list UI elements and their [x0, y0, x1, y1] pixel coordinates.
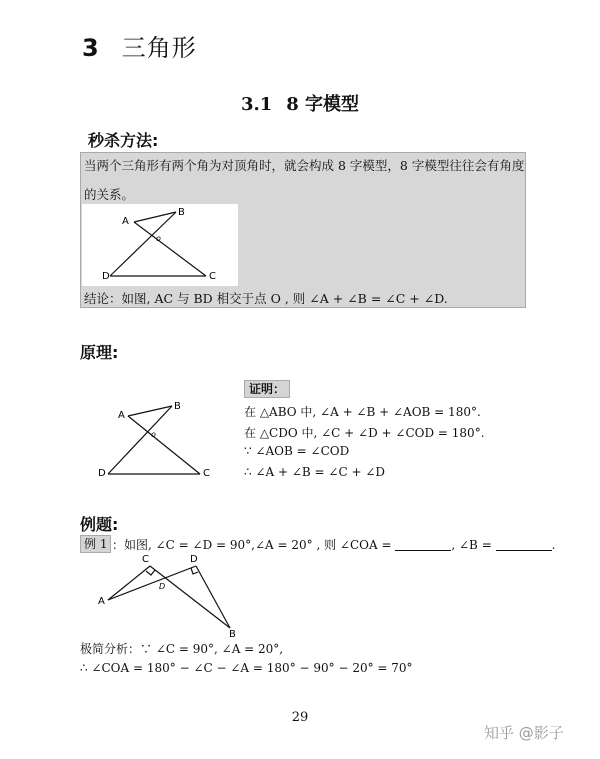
segment-bd [110, 212, 176, 276]
example1-diagram [96, 552, 246, 638]
quick-method-text-line2: 的关系。 [84, 187, 135, 202]
example1-label: 例 1 [80, 535, 111, 553]
example1-text-b: , ∠B = [451, 538, 492, 552]
quick-method-heading: 秒杀方法: [88, 131, 159, 150]
label-d: D [190, 554, 198, 565]
example1-text-c: . [551, 538, 556, 552]
segment-ac [108, 566, 150, 600]
example1-question [112, 536, 555, 553]
segment-ac [134, 222, 206, 276]
section-number: 3.1 [240, 94, 273, 115]
watermark: 知乎 @影子 [484, 724, 564, 742]
proof-line-4: ∴ ∠A + ∠B = ∠C + ∠D [244, 465, 386, 479]
label-d: D [102, 271, 110, 282]
label-o: D [159, 582, 166, 591]
chapter-number: 3 [82, 34, 100, 62]
label-c: C [142, 554, 149, 565]
segment-ad [108, 566, 196, 600]
principle-heading: 原理: [80, 343, 119, 362]
right-angle-c [146, 570, 155, 575]
principle-diagram [94, 396, 224, 482]
analysis-line-2: ∴ ∠COA = 180° − ∠C − ∠A = 180° − 90° − 20° = 70° [80, 661, 413, 675]
proof-line-1: 在 △ABO 中, ∠A + ∠B + ∠AOB = 180°. [244, 405, 481, 419]
principle-figure [94, 396, 224, 486]
segment-ab [128, 406, 172, 416]
label-a: A [98, 596, 105, 607]
label-b: B [229, 629, 236, 638]
label-c: C [209, 271, 216, 282]
label-o: o [151, 430, 156, 439]
segment-ac [128, 416, 200, 474]
quick-method-figure [82, 204, 238, 286]
quick-method-text-line1: 当两个三角形有两个角为对顶角时，就会构成 8 字模型，8 字模型往往会有角度 [84, 158, 525, 173]
page-number: 29 [291, 710, 309, 725]
quick-method-conclusion: 结论：如图, AC 与 BD 相交于点 O , 则 ∠A + ∠B = ∠C + ∠D. [84, 291, 448, 306]
label-a: A [122, 216, 129, 227]
examples-heading: 例题: [80, 515, 119, 534]
segment-db [196, 566, 230, 628]
label-b: B [174, 401, 181, 412]
analysis-line-1: 极简分析：∵ ∠C = 90°, ∠A = 20°, [80, 642, 284, 656]
answer-blank-b[interactable] [496, 538, 552, 551]
section-title [0, 90, 600, 116]
answer-blank-coa[interactable] [395, 538, 451, 551]
example1-text-a: ：如图, ∠C = ∠D = 90°,∠A = 20° , 则 ∠COA = [112, 538, 392, 552]
label-b: B [178, 207, 185, 218]
chapter-title [82, 28, 197, 63]
proof-label: 证明： [244, 380, 290, 398]
label-d: D [98, 468, 106, 479]
chapter-title-text: 三角形 [121, 34, 197, 62]
proof-line-3: ∵ ∠AOB = ∠COD [244, 444, 350, 458]
section-title-text: 8 字模型 [286, 94, 360, 115]
label-o: o [156, 234, 161, 243]
segment-ab [134, 212, 176, 222]
label-a: A [118, 410, 125, 421]
figure-eight-diagram [82, 204, 238, 286]
segment-cb [150, 566, 230, 628]
example1-figure [96, 552, 246, 642]
proof-line-2: 在 △CDO 中, ∠C + ∠D + ∠COD = 180°. [244, 426, 485, 440]
label-c: C [203, 468, 210, 479]
